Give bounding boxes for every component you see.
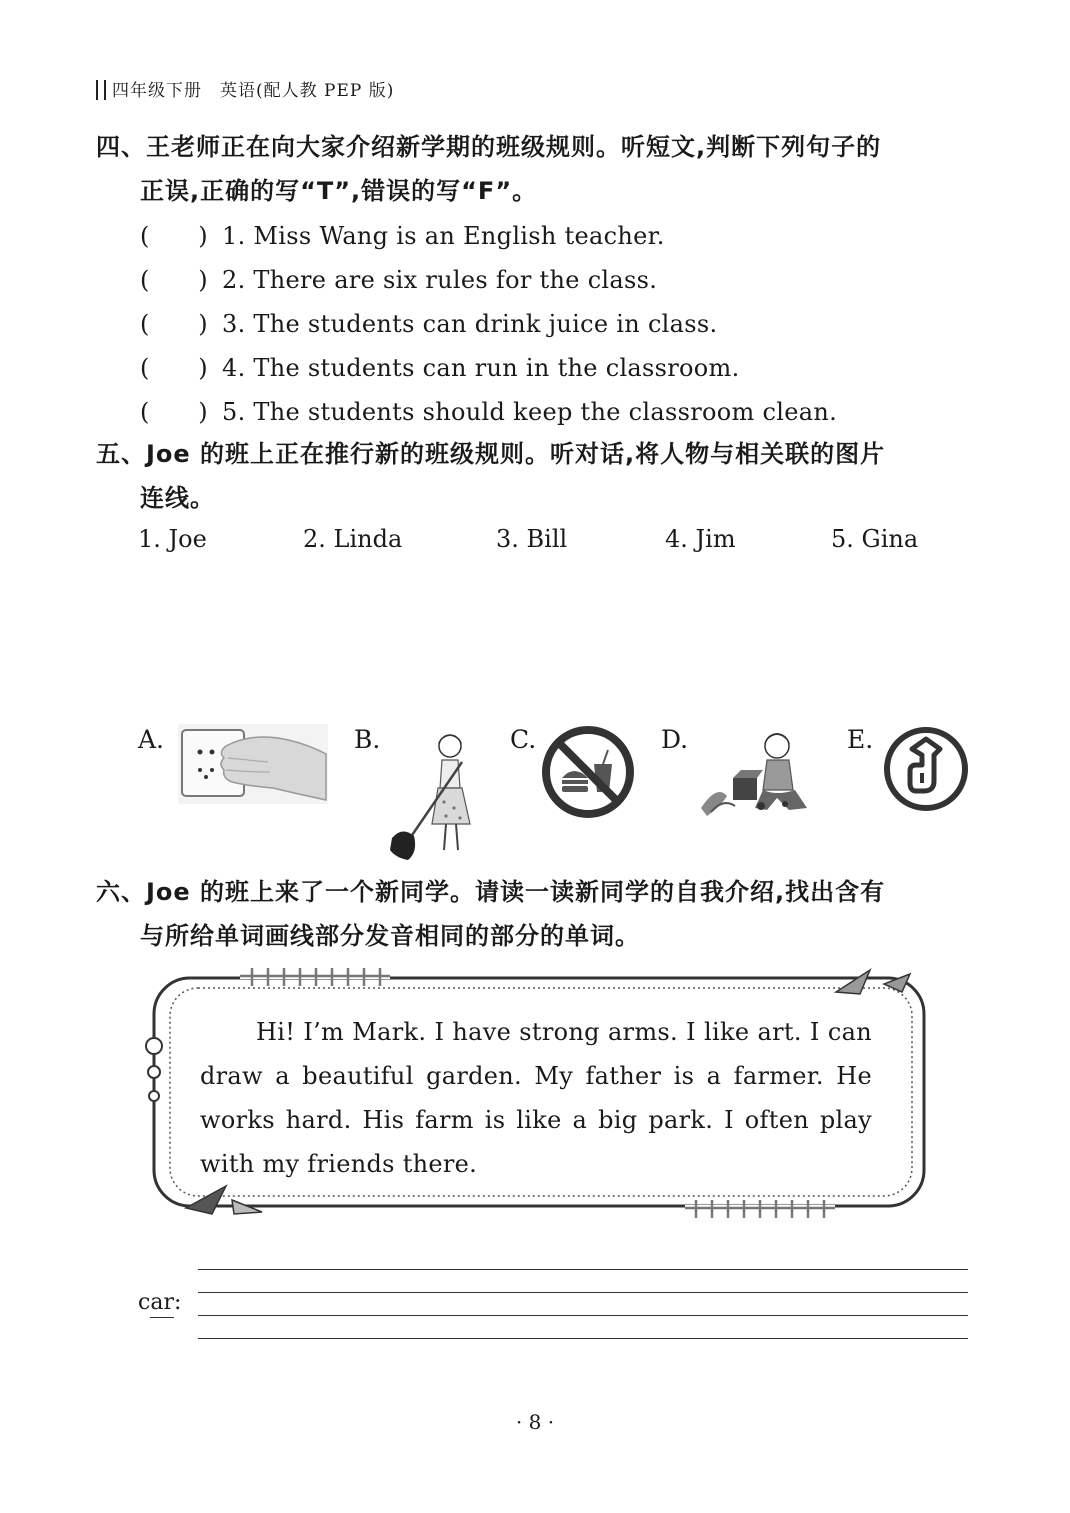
writing-line-2 xyxy=(198,1292,968,1293)
page-number: · 8 · xyxy=(515,1410,555,1434)
pic-label-c: C. xyxy=(510,725,537,754)
word-car: car: xyxy=(138,1290,181,1315)
name-gina: 5. Gina xyxy=(831,525,919,553)
pic-label-e: E. xyxy=(847,725,874,754)
keep-quiet-icon xyxy=(882,725,970,813)
pic-label-a: A. xyxy=(138,725,165,754)
no-food-drink-icon xyxy=(540,724,636,820)
section4-title: 四、王老师正在向大家介绍新学期的班级规则。听短文,判断下列句子的 正误,正确的写“T”,错误的写“F”。 xyxy=(96,133,882,205)
writing-line-3 xyxy=(198,1315,968,1316)
section4-item-1: ( ) 1. Miss Wang is an English teacher. xyxy=(140,222,665,250)
girl-sweeping-icon xyxy=(388,726,488,862)
section4-item-5: ( ) 5. The students should keep the classroom clean. xyxy=(140,398,838,426)
section4-item-3: ( ) 3. The students can drink juice in class. xyxy=(140,310,718,338)
passage: Hi! I’m Mark. I have strong arms. I like art. I can draw a beautiful garden. My father is a farmer. He works hard. His farm is like a big park. I often play with my friends there. xyxy=(200,1018,872,1178)
header-text: 四年级下册 英语(配人教 PEP 版) xyxy=(112,81,395,101)
name-jim: 4. Jim xyxy=(665,525,736,553)
header-bars xyxy=(96,80,106,100)
pic-label-d: D. xyxy=(661,725,689,754)
name-bill: 3. Bill xyxy=(496,525,568,553)
writing-line-1 xyxy=(198,1269,968,1270)
section4-item-4: ( ) 4. The students can run in the classroom. xyxy=(140,354,740,382)
section4-item-2: ( ) 2. There are six rules for the class. xyxy=(140,266,658,294)
name-joe: 1. Joe xyxy=(138,525,207,553)
writing-line-4 xyxy=(198,1338,968,1339)
section6-title: 六、Joe 的班上来了一个新同学。请读一读新同学的自我介绍,找出含有 与所给单词画线部分发音相同的部分的单词。 xyxy=(96,878,886,950)
section5-title: 五、Joe 的班上正在推行新的班级规则。听对话,将人物与相关联的图片 连线。 xyxy=(96,440,886,512)
running-header xyxy=(96,76,394,101)
boy-litter-icon xyxy=(697,724,821,824)
hand-switch-icon xyxy=(178,724,328,804)
name-linda: 2. Linda xyxy=(303,525,403,553)
pic-label-b: B. xyxy=(354,725,381,754)
